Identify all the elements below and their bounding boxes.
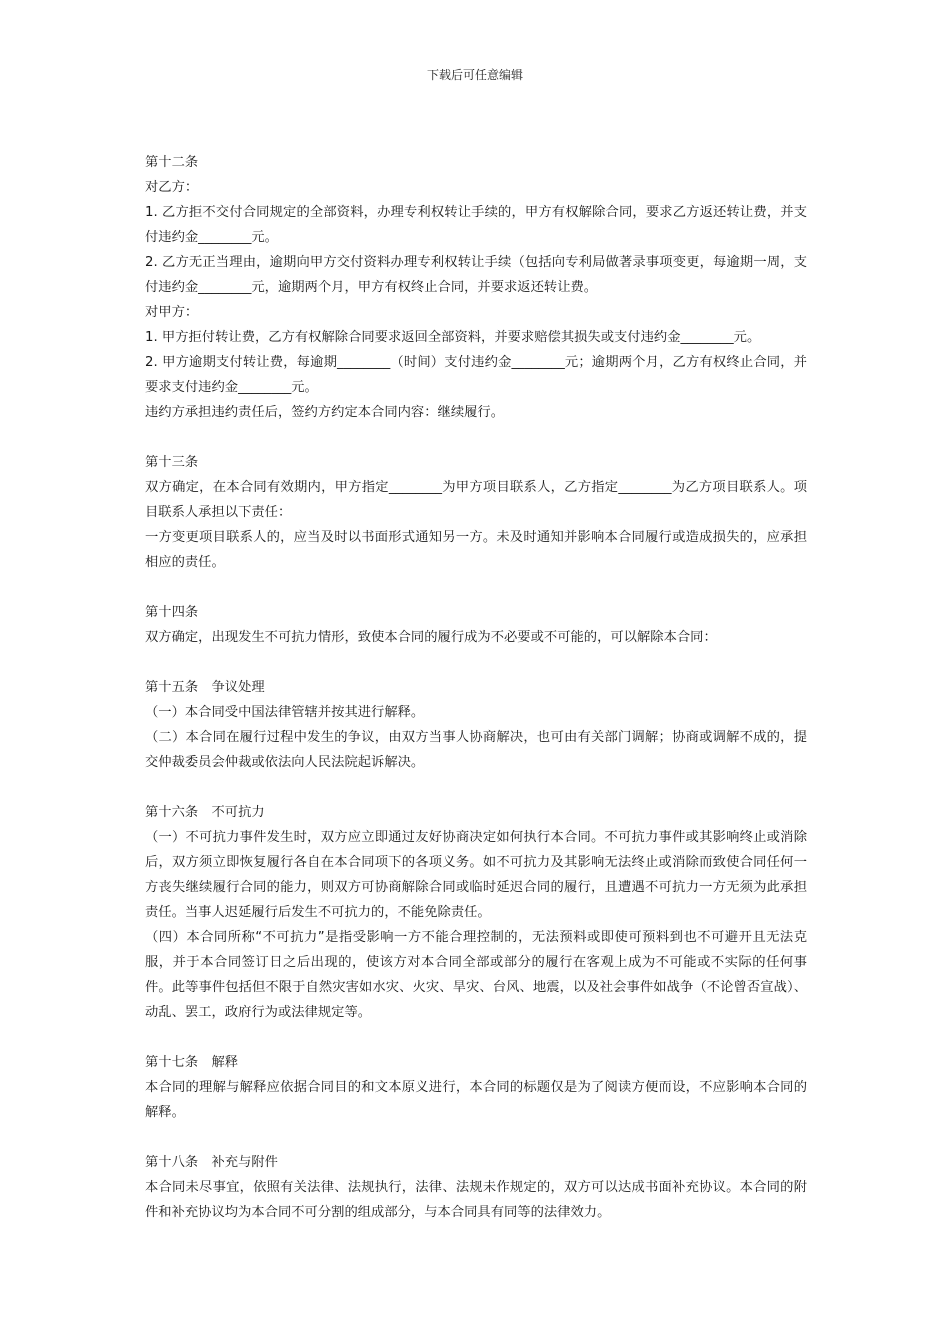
article-15-paragraph-1: （一）本合同受中国法律管辖并按其进行解释。 [145,705,425,720]
article-13 [145,450,807,575]
article-16-paragraph-1: （一）不可抗力事件发生时，双方应立即通过友好协商决定如何执行本合同。不可抗力事件或其影响终止或消除后，双方须立即恢复履行各自在本合同项下的各项义务。如不可抗力及其影响无法终止或消除而致使合同任何一方丧失继续履行合同的能力，则双方可协商解除合同或临时延迟合同的履行，且遭遇不可抗力一方无须为此承担责任。当事人迟延履行后发生不可抗力的，不能免除责任。 [145,830,807,920]
article-13-paragraph-1: 双方确定，在本合同有效期内，甲方指定________为甲方项目联系人，乙方指定________为乙方项目联系人。项目联系人承担以下责任： [145,480,807,520]
article-15 [145,675,807,775]
article-18-paragraph-1: 本合同未尽事宜，依照有关法律、法规执行，法律、法规未作规定的，双方可以达成书面补充协议。本合同的附件和补充协议均为本合同不可分割的组成部分，与本合同具有同等的法律效力。 [145,1180,807,1220]
article-18-title: 第十八条 补充与附件 [145,1155,278,1170]
article-12-closing: 违约方承担违约责任后，签约方约定本合同内容：继续履行。 [145,405,505,420]
article-13-paragraph-2: 一方变更项目联系人的，应当及时以书面形式通知另一方。未及时通知并影响本合同履行或造成损失的，应承担相应的责任。 [145,530,807,570]
article-16-title: 第十六条 不可抗力 [145,805,265,820]
article-14 [145,600,807,650]
article-17-title: 第十七条 解释 [145,1055,239,1070]
article-15-title: 第十五条 争议处理 [145,680,265,695]
article-12 [145,150,807,425]
article-12-party-b-heading: 对乙方： [145,180,199,195]
page-header-note: 下载后可任意编辑 [426,68,523,82]
article-14-paragraph-1: 双方确定，出现发生不可抗力情形，致使本合同的履行成为不必要或不可能的，可以解除本合同： [145,630,717,645]
article-12-party-a-clause-2: 2. 甲方逾期支付转让费，每逾期________（时间）支付违约金________元；逾期两个月，乙方有权终止合同，并要求支付违约金________元。 [145,355,807,395]
article-17 [145,1050,807,1125]
article-12-party-a-heading: 对甲方： [145,305,199,320]
article-12-party-a-clause-1: 1. 甲方拒付转让费，乙方有权解除合同要求返回全部资料，并要求赔偿其损失或支付违约金________元。 [145,330,761,345]
article-16 [145,800,807,1025]
article-12-title: 第十二条 [145,155,199,170]
article-15-paragraph-2: （二）本合同在履行过程中发生的争议，由双方当事人协商解决，也可由有关部门调解；协商或调解不成的，提交仲裁委员会仲裁或依法向人民法院起诉解决。 [145,730,807,770]
article-14-title: 第十四条 [145,605,199,620]
article-12-party-b-clause-2: 2. 乙方无正当理由，逾期向甲方交付资料办理专利权转让手续（包括向专利局做著录事项变更，每逾期一周，支付违约金________元，逾期两个月，甲方有权终止合同，并要求返还转让费。 [145,255,807,295]
article-17-paragraph-1: 本合同的理解与解释应依据合同目的和文本原义进行，本合同的标题仅是为了阅读方便而设，不应影响本合同的解释。 [145,1080,807,1120]
article-18 [145,1150,807,1225]
article-16-paragraph-2: （四）本合同所称“不可抗力”是指受影响一方不能合理控制的，无法预料或即使可预料到也不可避开且无法克服，并于本合同签订日之后出现的，使该方对本合同全部或部分的履行在客观上成为不可能或不实际的任何事件。此等事件包括但不限于自然灾害如水灾、火灾、旱灾、台风、地震，以及社会事件如战争（不论曾否宣战）、动乱、罢工，政府行为或法律规定等。 [145,930,807,1020]
article-12-party-b-clause-1: 1. 乙方拒不交付合同规定的全部资料，办理专利权转让手续的，甲方有权解除合同，要求乙方返还转让费，并支付违约金________元。 [145,205,807,245]
contract-body [145,150,807,1225]
article-13-title: 第十三条 [145,455,199,470]
